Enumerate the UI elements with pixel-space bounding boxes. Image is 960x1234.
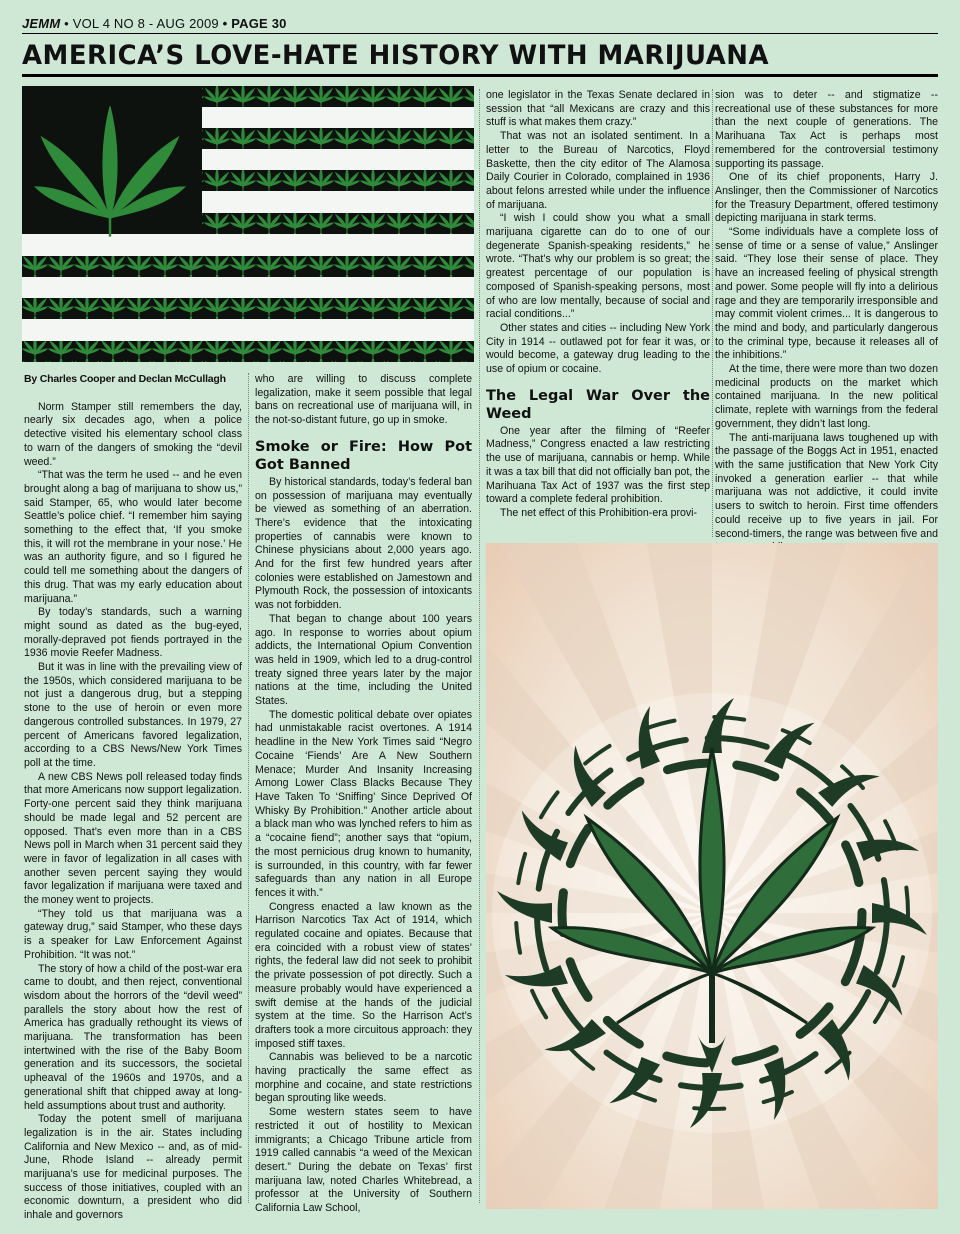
subhead-smoke-or-fire: Smoke or Fire: How Pot Got Banned xyxy=(255,438,472,473)
paragraph: One year after the filming of “Reefer Madness,” Congress enacted a law restricting the use of marijuana, cannabis or hemp. While it was a tax bill that did not officially ban pot, the Marihuana Tax Act of 1937 was the first step toward a complete federal prohibition. xyxy=(486,424,710,506)
paragraph: At the time, there were more than two dozen medicinal products on the market which contained marijuana. In the new political climate, replete with warnings from the federal government, they didn’t last long. xyxy=(715,363,938,430)
subhead-legal-war: The Legal War Over the Weed xyxy=(486,387,710,422)
paragraph: “I wish I could show you what a small marijuana cigarette can do to one of our degenerate Spanish-speaking residents,” he wrote. “That’s why our problem is so great; the greatest percentage of our population is composed of Spanish-speaking persons, most of who are low mentally, because of social and racial conditions...” xyxy=(486,212,710,321)
paragraph: who are willing to discuss complete legalization, make it seem possible that legal bans on recreational use of marijuana will, in the not-so-distant future, go up in smoke. xyxy=(255,373,472,427)
column-divider xyxy=(248,373,249,1203)
paragraph: “That was the term he used -- and he even brought along a bag of marijuana to show us,” said Stamper, 65, who would later become Seattle’s police chief. “I remember him saying something to the effect that, ‘If you smoke this, it will rot the membrane in your nose.’ He was an authority figure, and so I figured he could tell me something about the dangers of this drug. That was my early education about marijuana.” xyxy=(24,469,242,605)
magazine-name: JEMM xyxy=(22,16,61,31)
tribal-leaf-image xyxy=(486,543,938,1209)
tribal-cannabis-graphic xyxy=(486,543,938,1209)
paragraph: sion was to deter -- and stigmatize --recreational use of these substances for more than the next couple of generations. The Marihuana Tax Act is perhaps most remembered for the controversial testimony supporting its passage. xyxy=(715,89,938,170)
paragraph: Some western states seem to have restricted it out of hostility to Mexican immigrants; a Chicago Tribune article from 1919 called cannabis “a weed of the Mexican desert.” During the debate on Texas’ first marijuana law, noted Charles Whitebread, a professor at the University of Southern California Law School, xyxy=(255,1106,472,1215)
page-header xyxy=(22,16,938,34)
column-4 xyxy=(715,89,938,555)
column-2 xyxy=(255,373,472,1216)
paragraph: But it was in line with the prevailing view of the 1950s, which considered marijuana to be not just a dangerous drug, but a stepping stone to the use of heroin or even more dangerous controlled substances. In 1979, 27 percent of Americans favored legalization, according to a CBS News/New York Times poll at the time. xyxy=(24,661,242,769)
paragraph: Today the potent smell of marijuana legalization is in the air. States including California and New Mexico -- and, as of mid-June, Rhode Island -- already permit marijuana’s use for medicinal purposes. The success of those initiatives, coupled with an economic downturn, a president who did inhale and governors xyxy=(24,1113,242,1222)
paragraph: One of its chief proponents, Harry J. Anslinger, then the Commissioner of Narcotics for the Treasury Department, offered testimony depicting marijuana in stark terms. xyxy=(715,171,938,225)
issue-info: VOL 4 NO 8 - AUG 2009 xyxy=(72,16,219,31)
paragraph: Cannabis was believed to be a narcotic having practically the same effect as morphine and cocaine, and state restrictions began sprouting like weeds. xyxy=(255,1051,472,1105)
paragraph: one legislator in the Texas Senate declared in session that “all Mexicans are crazy and this stuff is what makes them crazy.” xyxy=(486,89,710,129)
column-1 xyxy=(24,373,242,1223)
paragraph: The anti-marijuana laws toughened up with the passage of the Boggs Act in 1951, enacted with the same justification that New York City invoked a generation earlier -- that while marijuana was not addictive, it could invite users to switch to heroin. First time offenders could receive up to five years in jail. For second-timers, the range was between five and xyxy=(715,431,938,540)
paragraph: A new CBS News poll released today finds that more Americans now support legalization. Forty-one percent said they think marijuana should be made legal and 52 percent are opposed. That’s even more than in a CBS News poll in March when 31 percent said they were in favor of legalization in all cases with another seven percent saying they would favor legalization if marijuana were taxed and the money went to projects. xyxy=(24,770,242,907)
paragraph: Norm Stamper still remembers the day, nearly six decades ago, when a police detective visited his elementary school class to warn of the dangers of smoking the “devil weed.” xyxy=(24,400,242,468)
column-3 xyxy=(486,89,710,521)
paragraph: “They told us that marijuana was a gateway drug,” said Stamper, who these days is a speaker for Law Enforcement Against Prohibition. “It was not.” xyxy=(24,907,242,961)
headline-rule xyxy=(22,74,938,77)
page-number: PAGE 30 xyxy=(231,16,287,31)
paragraph: The story of how a child of the post-war era came to doubt, and then reject, conventional wisdom about the horrors of the “devil weed” parallels the story about how the rest of America has gradually rethought its views of marijuana. The transformation has been intertwined with the rise of the Baby Boom generation and its successors, the societal upheaval of the 1960s and 1970s, and a generational shift that chipped away at long-held assumptions about trust and authority. xyxy=(24,962,242,1112)
paragraph: By historical standards, today’s federal ban on possession of marijuana may eventually be viewed as something of an aberration. There’s evidence that the intoxicating properties of cannabis were known to Chinese physicians about 2,000 years ago. And for the first few hundred years after colonies were established on Jamestown and Plymouth Rock, the possession of intoxicants was not forbidden. xyxy=(255,475,472,612)
headline: AMERICA’S LOVE-HATE HISTORY WITH MARIJUANA xyxy=(22,40,770,71)
column-divider xyxy=(712,89,713,537)
paragraph: By today’s standards, such a warning might sound as dated as the bug-eyed, morally-depraved pot fiends portrayed in the 1936 movie Reefer Madness. xyxy=(24,606,242,660)
paragraph: That began to change about 100 years ago. In response to worries about opium addicts, the International Opium Convention was held in 1909, which led to a drug-control treaty signed three years later by the major nations at the time, including the United States. xyxy=(255,612,472,708)
paragraph: That was not an isolated sentiment. In a letter to the Bureau of Narcotics, Floyd Baskette, then the city editor of The Alamosa Daily Courier in Colorado, complained in 1936 about felons arrested while under the influence of marijuana. xyxy=(486,130,710,211)
column-divider xyxy=(479,89,480,1203)
paragraph: “Some individuals have a complete loss of sense of time or a sense of value,” Anslinger said. “They lose their sense of place. They have an increased feeling of physical strength and power. Some people will fly into a delirious rage and they are temporarily irresponsible and may commit violent crimes... It is dangerous to the mind and body, and particularly dangerous to the criminal type, because it releases all of the inhibitions.” xyxy=(715,226,938,362)
paragraph: Other states and cities -- including New York City in 1914 -- outlawed pot for fear it was, or would become, a gateway drug leading to the use of opium or cocaine. xyxy=(486,321,710,376)
paragraph: The net effect of this Prohibition-era provi- xyxy=(500,506,698,519)
paragraph: The domestic political debate over opiates had unmistakable racist overtones. A 1914 headline in the New York Times said “Negro Cocaine ‘Fiends’ Are A New Southern Menace; Murder And Insanity Increasing Among Lower Class Blacks Because They Have Taken To ‘Sniffing’ Since Deprived Of Whisky By Prohibition.” Another article about a black man who was lynched refers to him as a “cocaine fiend”; another says that “opium, the most pernicious drug known to humanity, is surrounded, in this country, with far fewer safeguards than any nation in all Europe fences it with.” xyxy=(255,708,472,899)
byline: By Charles Cooper and Declan McCullagh xyxy=(24,373,226,385)
header-bullet: • xyxy=(64,16,69,31)
header-bullet: • xyxy=(222,16,228,31)
flag-image xyxy=(22,86,474,362)
paragraph: Congress enacted a law known as the Harrison Narcotics Tax Act of 1914, which regulated cocaine and opiates. Because that era coincided with a robust view of states’ rights, the federal law did not seek to prohibit the private possession of pot directly. Such a measure probably would have experienced a swift demise at the hands of the judicial system at the time. So the Harrison Act’s drafters took a more circuitous approach: they imposed stiff taxes. xyxy=(255,900,472,1050)
cannabis-flag-graphic xyxy=(22,86,474,362)
